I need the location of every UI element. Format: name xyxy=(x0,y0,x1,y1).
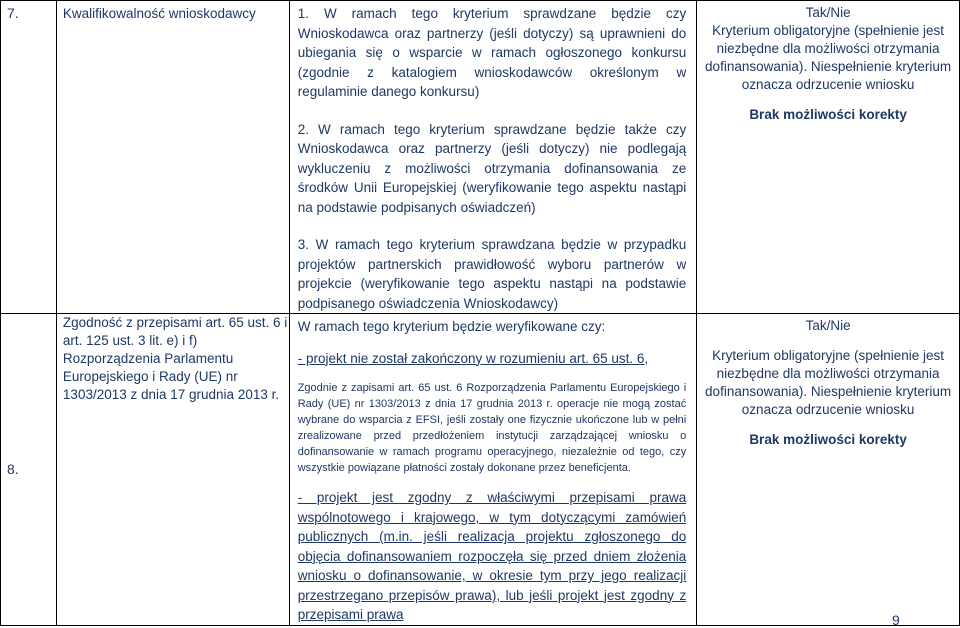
criterion-row-8 xyxy=(1,314,960,626)
criterion-name: Kwalifikowalność wnioskodawcy xyxy=(56,1,289,314)
criterion-row-7 xyxy=(1,1,960,314)
description-item-2: - projekt jest zgodny z właściwymi przepisami prawa wspólnotowego i krajowego, w tym dotyczącymi zamówień publicznych (m.in. jeśli realizacja projektu zgłoszonego do objęcia dofinansowaniem rozpoczęła się przed dniem złożenia wniosku o dofinansowanie, w okresie tym przy jego realizacji przestrzegano przepisów prawa), lub jeśli projekt jest zgodny z przepisami prawa xyxy=(297,490,687,622)
description-item-1: - projekt nie został zakończony w rozumieniu art. 65 ust. 6, xyxy=(297,350,649,366)
evaluation-scale: Tak/Nie xyxy=(805,5,851,20)
criterion-evaluation xyxy=(697,314,960,626)
description-point-1: 1. W ramach tego kryterium sprawdzane będzie czy Wnioskodawca oraz partnerzy (jeśli dotyczy) są uprawnieni do ubiegania się o wsparcie w ramach ogłoszonego konkursu (zgodnie z katalogiem wnioskodawców określonym w regulaminie danego konkursu) xyxy=(297,6,687,99)
criterion-evaluation xyxy=(697,1,960,314)
description-point-3: 3. W ramach tego kryterium sprawdzana będzie w przypadku projektów partnerskich prawidłowość wyboru partnerów w projekcie (weryfikowanie tego aspektu nastąpi na podstawie podpisanego oświadczenia Wnioskodawcy) xyxy=(297,237,687,311)
evaluation-obligatory-note: Kryterium obligatoryjne (spełnienie jest niezbędne dla możliwości otrzymania dofinansowania). Niespełnienie kryterium oznacza odrzucenie wniosku xyxy=(705,23,952,92)
evaluation-obligatory-note: Kryterium obligatoryjne (spełnienie jest niezbędne dla możliwości otrzymania dofinansowania). Niespełnienie kryterium oznacza odrzucenie wniosku xyxy=(705,348,952,417)
criterion-number: 7. xyxy=(1,1,57,314)
page-number: 9 xyxy=(892,612,900,628)
evaluation-scale: Tak/Nie xyxy=(805,318,851,333)
description-legal-note: Zgodnie z zapisami art. 65 ust. 6 Rozporządzenia Parlamentu Europejskiego i Rady (UE) nr 1303/2013 z dnia 17 grudnia 2013 r. operacje nie mogą zostać wybrane do wsparcia z EFSI, jeśli zostały one fizycznie ukończone lub w pełni zrealizowane przed przedłożeniem instytucji zarządzającej wniosku o dofinansowanie w ramach programu operacyjnego, niezależnie od tego, czy wszystkie powiązane płatności zostały dokonane przez beneficjenta. xyxy=(297,382,687,474)
evaluation-correction: Brak możliwości korekty xyxy=(749,432,907,447)
description-intro: W ramach tego kryterium będzie weryfikowane czy: xyxy=(297,319,606,334)
criterion-description xyxy=(289,314,697,626)
criterion-name: Zgodność z przepisami art. 65 ust. 6 i art. 125 ust. 3 lit. e) i f) Rozporządzenia Parlamentu Europejskiego i Rady (UE) nr 1303/2013 z dnia 17 grudnia 2013 r. xyxy=(56,314,289,626)
criterion-number: 8. xyxy=(1,314,57,626)
description-point-2: 2. W ramach tego kryterium sprawdzane będzie także czy Wnioskodawca oraz partnerzy (jeśli dotyczy) nie podlegają wykluczeniu z możliwości otrzymania dofinansowania ze środków Unii Europejskiej (weryfikowanie tego aspektu nastąpi na podstawie podpisanych oświadczeń) xyxy=(297,121,687,215)
evaluation-correction: Brak możliwości korekty xyxy=(749,107,907,122)
criterion-description xyxy=(289,1,697,314)
